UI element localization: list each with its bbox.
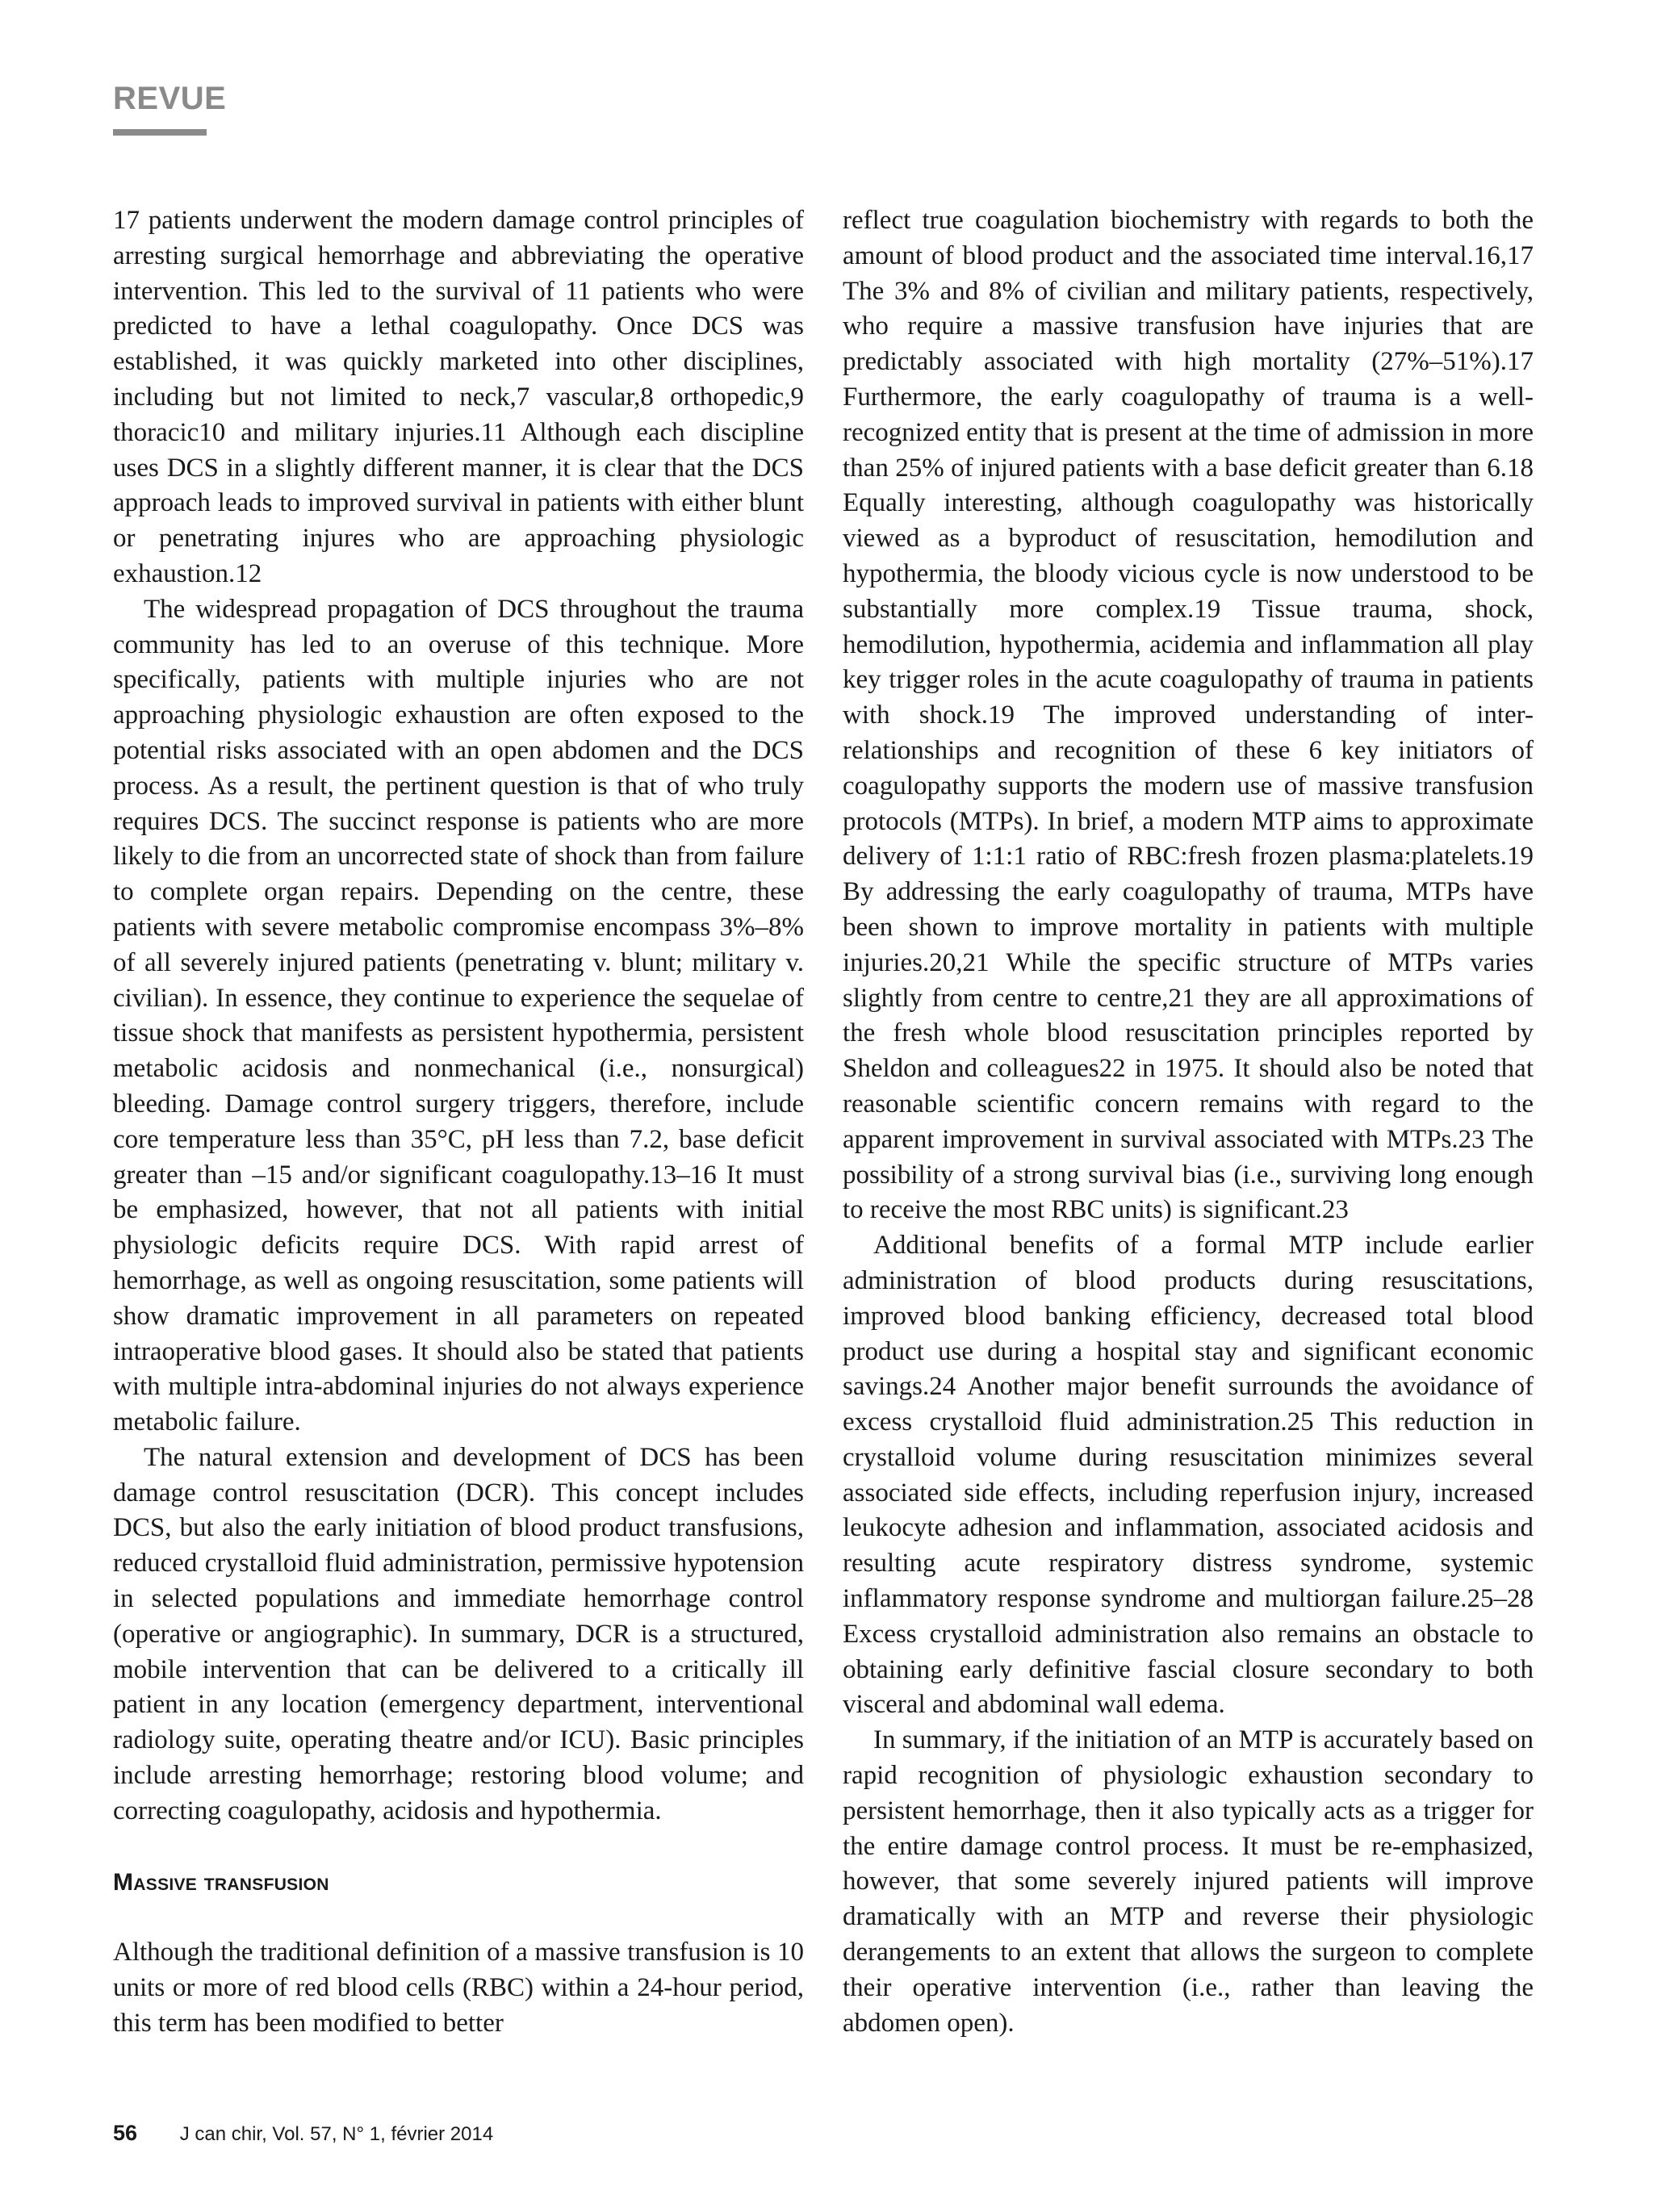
section-heading: Massive transfusion: [113, 1868, 329, 1896]
paragraph: Additional benefits of a formal MTP include earlier administration of blood products during resuscitations, improved blood banking efficiency, decreased total blood product use during a hospital stay and significant economic savings.24 Another major benefit surrounds the avoidance of excess crystalloid fluid administration.25 This reduction in crystalloid volume during resuscitation minimizes several associated side effects, including reperfusion injury, increased leukocyte adhesion and inflammation, associated acidosis and resulting acute respiratory distress syndrome, systemic inflammatory response syndrome and multiorgan failure.25–28 Excess crystalloid administration also remains an obstacle to obtaining early definitive fascial closure secondary to both visceral and abdominal wall edema.: [843, 1231, 1534, 1720]
journal-citation: J can chir, Vol. 57, N° 1, février 2014: [179, 2123, 494, 2145]
paragraph: reflect true coagulation biochemistry with regards to both the amount of blood product and the associated time interval.16,17 The 3% and 8% of civilian and military patients, respectively, who require a massive transfusion have injuries that are predictably associated with high mortality (27%–51%).17 Furthermore, the early coagulopathy of trauma is a well-recognized entity that is present at the time of admission in more than 25% of injured patients with a base deficit greater than 6.18 Equally interesting, although coagulopathy was historically viewed as a byproduct of resuscitation, hemodilution and hypothermia, the bloody vicious cycle is now understood to be substantially more complex.19 Tissue trauma, shock, hemodilution, hypothermia, acidemia and inflammation all play key trigger roles in the acute coagulopathy of trauma in patients with shock.19 The improved understanding of inter-relationships and recognition of these 6 key initiators of coagulopathy supports the modern use of massive transfusion protocols (MTPs). In brief, a modern MTP aims to approximate delivery of 1:1:1 ratio of RBC:fresh frozen plasma:platelets.19 By addressing the early coagulopathy of trauma, MTPs have been shown to improve mortality in patients with multiple injuries.20,21 While the specific structure of MTPs varies slightly from centre to centre,21 they are all approximations of the fresh whole blood resuscitation principles reported by Sheldon and colleagues22 in 1975. It should also be noted that reasonable scientific concern remains with regard to the apparent improvement in survival associated with MTPs.23 The possibility of a strong survival bias (i.e., surviving long enough to receive the most RBC units) is significant.23: [843, 206, 1534, 1225]
left-column: [113, 203, 804, 2042]
paragraph: 17 patients underwent the modern damage control principles of arresting surgical hemorrhage and abbreviating the operative intervention. This led to the survival of 11 patients who were predicted to have a lethal coagulopathy. Once DCS was established, it was quickly marketed into other disciplines, including but not limited to neck,7 vascular,8 orthopedic,9 thoracic10 and military injuries.11 Although each discipline uses DCS in a slightly different manner, it is clear that the DCS approach leads to improved survival in patients with either blunt or penetrating injures who are approaching physiologic exhaustion.12: [113, 206, 804, 588]
paragraph: The widespread propagation of DCS throughout the trauma community has led to an overuse of this technique. More specifically, patients with multiple injuries who are not approaching physiologic exhaustion are often exposed to the potential risks associated with an open abdomen and the DCS process. As a result, the pertinent question is that of who truly requires DCS. The succinct response is patients who are more likely to die from an uncorrected state of shock than from failure to complete organ repairs. Depending on the centre, these patients with severe metabolic compromise encompass 3%–8% of all severely injured patients (penetrating v. blunt; military v. civilian). In essence, they continue to experience the sequelae of tissue shock that manifests as persistent hypothermia, persistent metabolic acidosis and nonmechanical (i.e., nonsurgical) bleeding. Damage control surgery triggers, therefore, include core temperature less than 35°C, pH less than 7.2, base deficit greater than –15 and/or significant coagulopathy.13–16 It must be emphasized, however, that not all patients with initial physiologic deficits require DCS. With rapid arrest of hemorrhage, as well as ongoing resuscitation, some patients will show dramatic improvement in all parameters on repeated intraoperative blood gases. It should also be stated that patients with multiple intra-abdominal injuries do not always experience metabolic failure.: [113, 594, 804, 1437]
right-column: [843, 203, 1534, 2041]
section-rule: [113, 129, 207, 136]
paragraph: The natural extension and development of DCS has been damage control resuscitation (DCR). This concept includes DCS, but also the early initiation of blood product transfusions, reduced crystalloid fluid administration, permissive hypotension in selected populations and immediate hemorrhage control (operative or angiographic). In summary, DCR is a structured, mobile intervention that can be delivered to a critically ill patient in any location (emergency department, interventional radiology suite, operating theatre and/or ICU). Basic principles include arresting hemorrhage; restoring blood volume; and correcting coagulopathy, acidosis and hypothermia.: [113, 1442, 804, 1825]
paragraph: Although the traditional definition of a massive transfusion is 10 units or more of red blood cells (RBC) within a 24-hour period, this term has been modified to better: [113, 1938, 804, 2038]
page-number: 56: [113, 2121, 138, 2145]
section-label: REVUE: [113, 81, 227, 116]
page-footer: [113, 2121, 493, 2146]
paragraph: In summary, if the initiation of an MTP is accurately based on rapid recognition of physiologic exhaustion secondary to persistent hemorrhage, then it also typically acts as a trigger for the entire damage control process. It must be re-emphasized, however, that some severely injured patients will improve dramatically with an MTP and reverse their physiologic derangements to an extent that allows the surgeon to complete their operative intervention (i.e., rather than leaving the abdomen open).: [843, 1725, 1534, 2038]
